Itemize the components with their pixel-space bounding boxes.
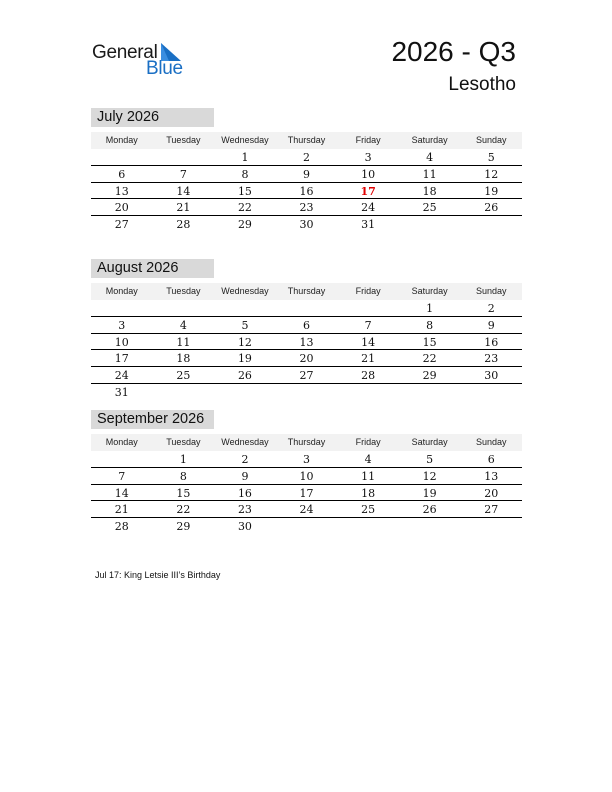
day-cell: 24 [361, 201, 376, 215]
day-cell: 14 [176, 184, 191, 198]
day-cell [337, 300, 399, 316]
day-cell: 18 [176, 352, 191, 366]
week-row [91, 334, 522, 351]
page-title: 2026 - Q3 [391, 36, 516, 67]
day-cell: 15 [176, 486, 191, 500]
weekday-label: Monday [105, 286, 138, 296]
weekday-label: Thursday [287, 437, 326, 447]
day-cell: 8 [179, 469, 187, 483]
month-block-july [91, 108, 522, 233]
day-cell: 25 [176, 369, 191, 383]
weekday-label: Wednesday [221, 286, 269, 296]
day-cell: 16 [299, 184, 314, 198]
day-cell [214, 300, 276, 316]
weekday-label: Wednesday [221, 437, 269, 447]
day-cell: 30 [237, 520, 252, 534]
holiday-list: Jul 17: King Letsie III’s Birthday [95, 570, 221, 580]
day-cell: 31 [114, 385, 129, 399]
day-cell: 12 [484, 167, 499, 181]
day-cell: 10 [114, 335, 129, 349]
month-block-september [91, 410, 522, 535]
day-cell [276, 384, 338, 401]
day-cell: 4 [426, 151, 434, 164]
weekday-label: Tuesday [166, 437, 201, 447]
weekday-label: Saturday [411, 437, 448, 447]
week-row [91, 183, 522, 200]
day-cell: 14 [361, 335, 376, 349]
day-cell: 7 [364, 318, 372, 332]
day-cell: 28 [361, 369, 376, 383]
day-cell [337, 384, 399, 401]
week-row [91, 485, 522, 502]
holiday-day-cell: 17 [360, 184, 376, 198]
day-cell: 5 [241, 318, 249, 332]
day-cell: 21 [176, 201, 191, 215]
day-cell: 20 [114, 201, 129, 215]
day-cell: 29 [422, 369, 437, 383]
month-block-august [91, 259, 522, 401]
day-cell: 22 [237, 201, 252, 215]
day-cell: 13 [114, 184, 129, 198]
week-row [91, 149, 522, 166]
weekday-label: Friday [355, 286, 381, 296]
day-cell: 29 [237, 218, 252, 232]
day-cell: 14 [114, 486, 129, 500]
day-cell: 6 [118, 167, 126, 181]
day-cell: 1 [179, 453, 187, 466]
day-cell: 11 [361, 469, 376, 483]
weekday-header [91, 434, 522, 451]
day-cell: 15 [237, 184, 252, 198]
day-cell [460, 518, 522, 535]
day-cell [460, 384, 522, 401]
day-cell: 2 [303, 151, 311, 164]
day-cell: 11 [176, 335, 191, 349]
day-cell: 30 [484, 369, 499, 383]
day-cell: 30 [299, 218, 314, 232]
day-cell: 12 [237, 335, 252, 349]
day-cell: 26 [484, 201, 499, 215]
day-cell: 24 [114, 369, 129, 383]
day-cell [399, 384, 461, 401]
day-cell: 29 [176, 520, 191, 534]
day-cell: 16 [484, 335, 499, 349]
day-cell: 2 [241, 453, 249, 466]
day-cell: 5 [426, 453, 434, 466]
weekday-label: Wednesday [221, 135, 269, 145]
weekday-header [91, 283, 522, 300]
day-cell: 23 [484, 352, 499, 366]
day-cell [337, 518, 399, 535]
generalblue-logo [92, 40, 192, 80]
weeks-container [91, 300, 522, 401]
day-cell: 26 [422, 503, 437, 517]
day-cell [399, 518, 461, 535]
day-cell: 23 [299, 201, 314, 215]
day-cell: 1 [241, 151, 249, 164]
day-cell [276, 300, 338, 316]
week-row [91, 350, 522, 367]
day-cell: 7 [179, 167, 187, 181]
week-row [91, 300, 522, 317]
day-cell [460, 216, 522, 233]
day-cell: 27 [484, 503, 499, 517]
day-cell [153, 384, 215, 401]
month-title: August 2026 [91, 259, 214, 278]
day-cell: 19 [422, 486, 437, 500]
month-title: September 2026 [91, 410, 214, 429]
day-cell: 21 [361, 352, 376, 366]
day-cell: 27 [114, 218, 129, 232]
weekday-label: Thursday [287, 135, 326, 145]
day-cell: 7 [118, 469, 126, 483]
day-cell: 1 [426, 302, 434, 315]
day-cell: 23 [237, 503, 252, 517]
day-cell: 22 [176, 503, 191, 517]
day-cell [214, 384, 276, 401]
weekday-label: Saturday [411, 135, 448, 145]
week-row [91, 451, 522, 468]
day-cell: 13 [299, 335, 314, 349]
weekday-label: Monday [105, 437, 138, 447]
weekday-label: Sunday [475, 135, 507, 145]
day-cell: 18 [361, 486, 376, 500]
weekday-label: Monday [105, 135, 138, 145]
day-cell: 17 [114, 352, 129, 366]
day-cell: 24 [299, 503, 314, 517]
day-cell: 28 [176, 218, 191, 232]
weekday-label: Tuesday [166, 135, 201, 145]
day-cell: 4 [179, 318, 187, 332]
week-row [91, 317, 522, 334]
weekday-label: Sunday [475, 437, 507, 447]
logo-general-text: General [92, 42, 158, 63]
weekday-label: Sunday [475, 286, 507, 296]
day-cell: 20 [484, 486, 499, 500]
week-row [91, 367, 522, 384]
day-cell [91, 300, 153, 316]
week-row [91, 199, 522, 216]
day-cell [276, 518, 338, 535]
day-cell: 6 [303, 318, 311, 332]
weekday-label: Saturday [411, 286, 448, 296]
day-cell: 16 [237, 486, 252, 500]
country-name: Lesotho [448, 74, 516, 95]
day-cell [91, 149, 153, 165]
day-cell: 9 [487, 318, 495, 332]
day-cell: 18 [422, 184, 437, 198]
day-cell: 13 [484, 469, 499, 483]
week-row [91, 216, 522, 233]
day-cell: 5 [487, 151, 495, 164]
day-cell: 25 [422, 201, 437, 215]
week-row [91, 501, 522, 518]
week-row [91, 166, 522, 183]
weeks-container [91, 149, 522, 233]
weekday-label: Friday [355, 135, 381, 145]
day-cell: 15 [422, 335, 437, 349]
day-cell: 2 [487, 302, 495, 315]
day-cell: 6 [487, 453, 495, 466]
day-cell: 10 [299, 469, 314, 483]
day-cell [153, 149, 215, 165]
day-cell: 25 [361, 503, 376, 517]
day-cell: 3 [118, 318, 126, 332]
day-cell: 8 [241, 167, 249, 181]
logo-blue-text: Blue [146, 58, 183, 79]
day-cell: 9 [303, 167, 311, 181]
weekday-label: Friday [355, 437, 381, 447]
day-cell: 8 [426, 318, 434, 332]
weekday-label: Thursday [287, 286, 326, 296]
day-cell: 3 [303, 453, 311, 466]
day-cell: 20 [299, 352, 314, 366]
day-cell [91, 451, 153, 467]
day-cell [399, 216, 461, 233]
week-row [91, 384, 522, 401]
day-cell: 27 [299, 369, 314, 383]
day-cell: 4 [364, 453, 372, 466]
week-row [91, 518, 522, 535]
day-cell: 17 [299, 486, 314, 500]
day-cell: 9 [241, 469, 249, 483]
day-cell: 26 [237, 369, 252, 383]
day-cell: 31 [361, 218, 376, 232]
day-cell [153, 300, 215, 316]
month-title: July 2026 [91, 108, 214, 127]
weekday-label: Tuesday [166, 286, 201, 296]
day-cell: 21 [114, 503, 129, 517]
day-cell: 11 [422, 167, 437, 181]
week-row [91, 468, 522, 485]
day-cell: 28 [114, 520, 129, 534]
day-cell: 10 [361, 167, 376, 181]
day-cell: 3 [364, 151, 372, 164]
day-cell: 19 [484, 184, 499, 198]
day-cell: 12 [422, 469, 437, 483]
weekday-header [91, 132, 522, 149]
weeks-container [91, 451, 522, 535]
day-cell: 22 [422, 352, 437, 366]
day-cell: 19 [237, 352, 252, 366]
